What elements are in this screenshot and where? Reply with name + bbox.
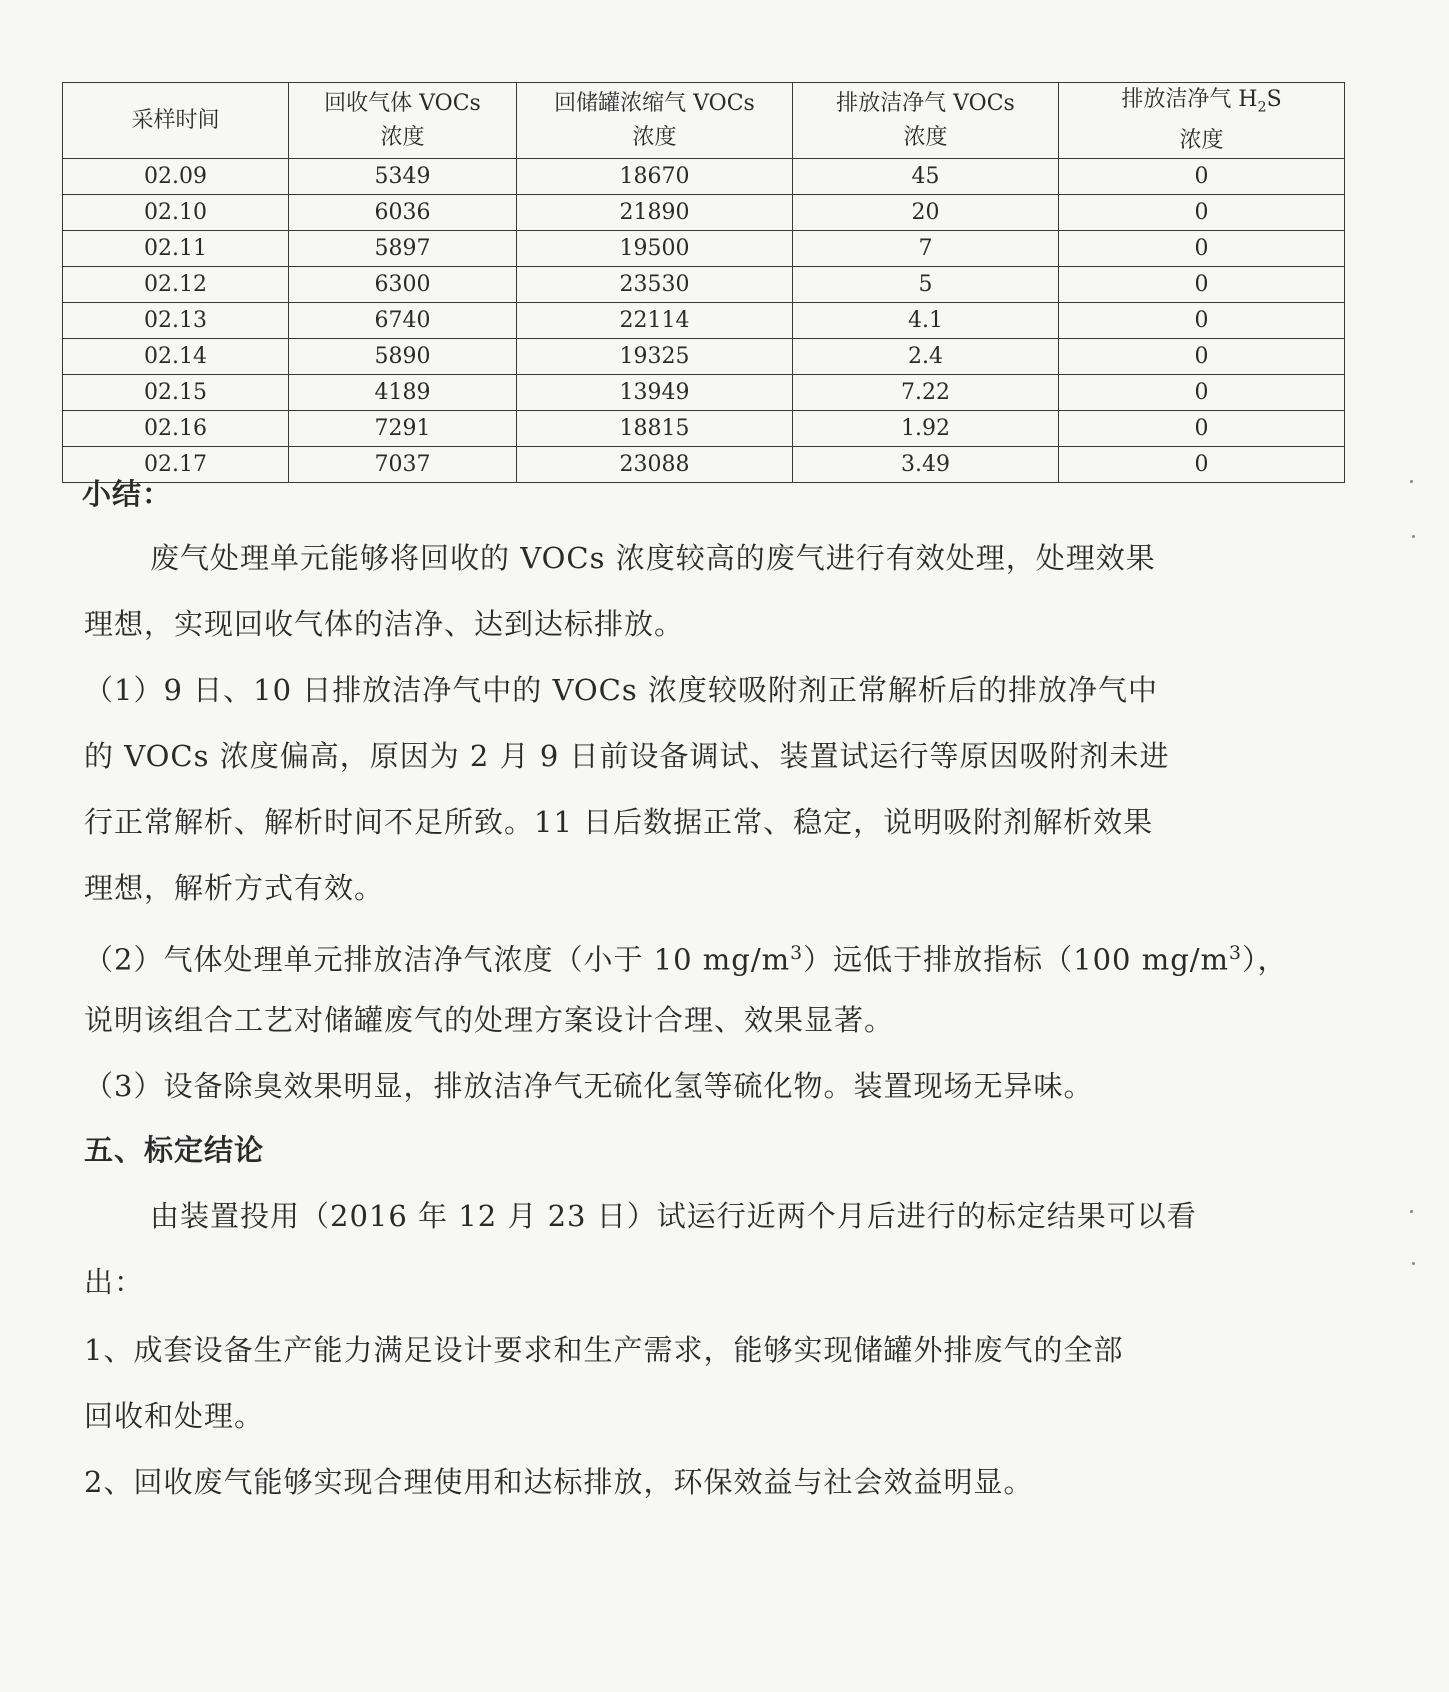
table-cell: 23088 [517, 447, 793, 483]
table-cell: 1.92 [793, 411, 1059, 447]
scan-speck [1412, 1262, 1415, 1265]
summary-item2-part3: ）， [1242, 942, 1288, 977]
header-sampling-time: 采样时间 [63, 83, 289, 159]
table-cell: 5349 [289, 159, 517, 195]
table-cell: 4.1 [793, 303, 1059, 339]
summary-para1-line1: 废气处理单元能够将回收的 VOCs 浓度较高的废气进行有效处理，处理效果 [150, 541, 1156, 575]
summary-item2-sup2: 3 [1229, 943, 1243, 964]
header-clean-gas-voc-line1: 排放洁净气 VOCs [836, 90, 1015, 116]
table-row [63, 231, 1345, 267]
summary-item2-part1: （2）气体处理单元排放洁净气浓度（小于 10 mg/m [84, 942, 791, 977]
table-cell: 02.13 [63, 303, 289, 339]
conclusion-para-line1: 由装置投用（2016 年 12 月 23 日）试运行近两个月后进行的标定结果可以看 [150, 1199, 1197, 1233]
table-cell: 02.14 [63, 339, 289, 375]
table-cell: 20 [793, 195, 1059, 231]
table-cell: 0 [1059, 303, 1345, 339]
summary-item3: （3）设备除臭效果明显，排放洁净气无硫化氢等硫化物。装置现场无异味。 [84, 1069, 1094, 1103]
table-cell: 02.15 [63, 375, 289, 411]
summary-item1-line4: 理想，解析方式有效。 [84, 871, 385, 905]
summary-item2-part2: ）远低于排放指标（100 mg/m [803, 942, 1230, 977]
header-h2s-prefix: 排放洁净气 H [1121, 87, 1258, 112]
header-h2s-sub: 2 [1257, 99, 1267, 116]
table-cell: 6740 [289, 303, 517, 339]
table-row [63, 195, 1345, 231]
table-cell: 0 [1059, 267, 1345, 303]
table-row [63, 267, 1345, 303]
summary-item2-sup1: 3 [790, 943, 804, 964]
table-cell: 19325 [517, 339, 793, 375]
table-row [63, 447, 1345, 483]
table-cell: 4189 [289, 375, 517, 411]
table-cell: 02.11 [63, 231, 289, 267]
table-cell: 0 [1059, 375, 1345, 411]
summary-heading: 小结： [82, 477, 173, 511]
table-cell: 02.16 [63, 411, 289, 447]
table-cell: 6300 [289, 267, 517, 303]
table-cell: 18670 [517, 159, 793, 195]
table-cell: 02.10 [63, 195, 289, 231]
summary-item1-line1: （1）9 日、10 日排放洁净气中的 VOCs 浓度较吸附剂正常解析后的排放净气中 [84, 673, 1158, 707]
header-clean-gas-voc [793, 83, 1059, 159]
table-cell: 5890 [289, 339, 517, 375]
table-header-row [63, 83, 1345, 159]
summary-item1-line2: 的 VOCs 浓度偏高，原因为 2 月 9 日前设备调试、装置试运行等原因吸附剂未进 [84, 739, 1170, 773]
table-cell: 7037 [289, 447, 517, 483]
summary-item1-line3: 行正常解析、解析时间不足所致。11 日后数据正常、稳定，说明吸附剂解析效果 [84, 805, 1154, 839]
header-recovered-voc [289, 83, 517, 159]
table-cell: 0 [1059, 159, 1345, 195]
header-clean-gas-h2s [1059, 83, 1345, 159]
table-cell: 02.17 [63, 447, 289, 483]
conclusion-heading: 五、标定结论 [84, 1133, 265, 1167]
table-cell: 0 [1059, 231, 1345, 267]
conclusion-item1-line1: 1、成套设备生产能力满足设计要求和生产需求，能够实现储罐外排废气的全部 [84, 1333, 1124, 1367]
table-cell: 7 [793, 231, 1059, 267]
header-concentrate-voc-line2: 浓度 [632, 124, 677, 150]
summary-para1-line2: 理想，实现回收气体的洁净、达到达标排放。 [84, 607, 685, 641]
header-concentrate-voc-line1: 回储罐浓缩气 VOCs [554, 90, 755, 116]
table-cell: 45 [793, 159, 1059, 195]
summary-item2-line1 [84, 934, 1288, 980]
scan-speck [1410, 480, 1413, 483]
header-recovered-voc-line2: 浓度 [380, 124, 425, 150]
table-cell: 22114 [517, 303, 793, 339]
table-cell: 0 [1059, 195, 1345, 231]
header-h2s-line2: 浓度 [1179, 128, 1224, 154]
table-cell: 7.22 [793, 375, 1059, 411]
header-clean-gas-voc-line2: 浓度 [903, 124, 948, 150]
table-cell: 2.4 [793, 339, 1059, 375]
table-cell: 0 [1059, 447, 1345, 483]
table-cell: 02.09 [63, 159, 289, 195]
table-cell: 19500 [517, 231, 793, 267]
table-cell: 23530 [517, 267, 793, 303]
table-cell: 6036 [289, 195, 517, 231]
table-cell: 21890 [517, 195, 793, 231]
header-recovered-voc-line1: 回收气体 VOCs [324, 90, 481, 116]
table-row [63, 159, 1345, 195]
table-body [63, 159, 1345, 483]
table-row [63, 339, 1345, 375]
table-row [63, 411, 1345, 447]
header-concentrate-voc [517, 83, 793, 159]
scan-speck [1412, 535, 1415, 538]
scan-speck [1410, 1210, 1413, 1213]
table-cell: 7291 [289, 411, 517, 447]
header-h2s-suffix: S [1266, 87, 1282, 112]
conclusion-item2: 2、回收废气能够实现合理使用和达标排放，环保效益与社会效益明显。 [84, 1465, 1034, 1499]
table-cell: 18815 [517, 411, 793, 447]
table-cell: 3.49 [793, 447, 1059, 483]
table-cell: 5 [793, 267, 1059, 303]
voc-concentration-table [62, 82, 1345, 483]
table-cell: 0 [1059, 411, 1345, 447]
summary-item2-line2: 说明该组合工艺对储罐废气的处理方案设计合理、效果显著。 [84, 1003, 895, 1037]
table-cell: 5897 [289, 231, 517, 267]
table-cell: 13949 [517, 375, 793, 411]
table-cell: 02.12 [63, 267, 289, 303]
conclusion-para-line2: 出： [84, 1265, 145, 1299]
table-row [63, 375, 1345, 411]
table-row [63, 303, 1345, 339]
conclusion-item1-line2: 回收和处理。 [84, 1399, 265, 1433]
table-cell: 0 [1059, 339, 1345, 375]
